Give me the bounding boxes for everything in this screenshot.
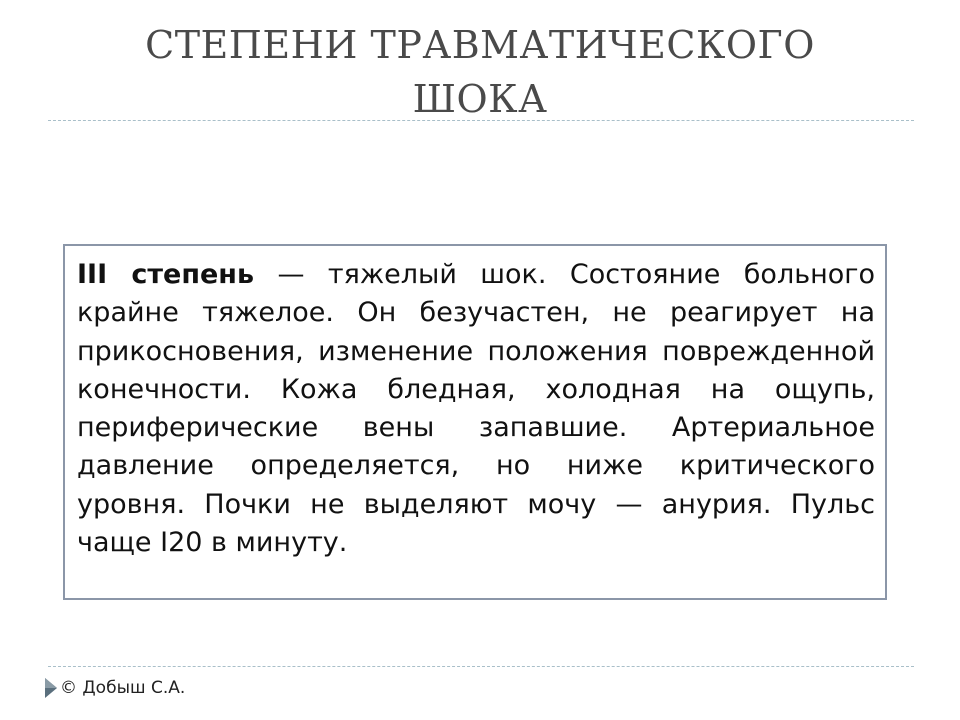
slide-title-line-1: СТЕПЕНИ ТРАВМАТИЧЕСКОГО (145, 23, 815, 67)
slide-title (60, 18, 900, 126)
copyright-text: © Добыш С.А. (60, 678, 186, 698)
content-heading: III степень (77, 259, 255, 290)
footer (44, 674, 185, 702)
content-box (63, 244, 887, 600)
content-paragraph (77, 256, 875, 562)
slide-title-line-2: ШОКА (412, 77, 548, 121)
triangle-bullet-icon (44, 677, 58, 699)
content-body: — тяжелый шок. Состояние больного крайне тяжелое. Он безучастен, не реагирует на прикосновения, изменение положения поврежденной конечности. Кожа бледная, холодная на ощупь, периферические вены запавшие. Артериальное давление определяется, но ниже критического уровня. Почки не выделяют мочу — анурия. Пульс чаще I20 в минуту. (77, 259, 875, 559)
footer-divider (48, 666, 914, 667)
title-divider (48, 120, 914, 121)
